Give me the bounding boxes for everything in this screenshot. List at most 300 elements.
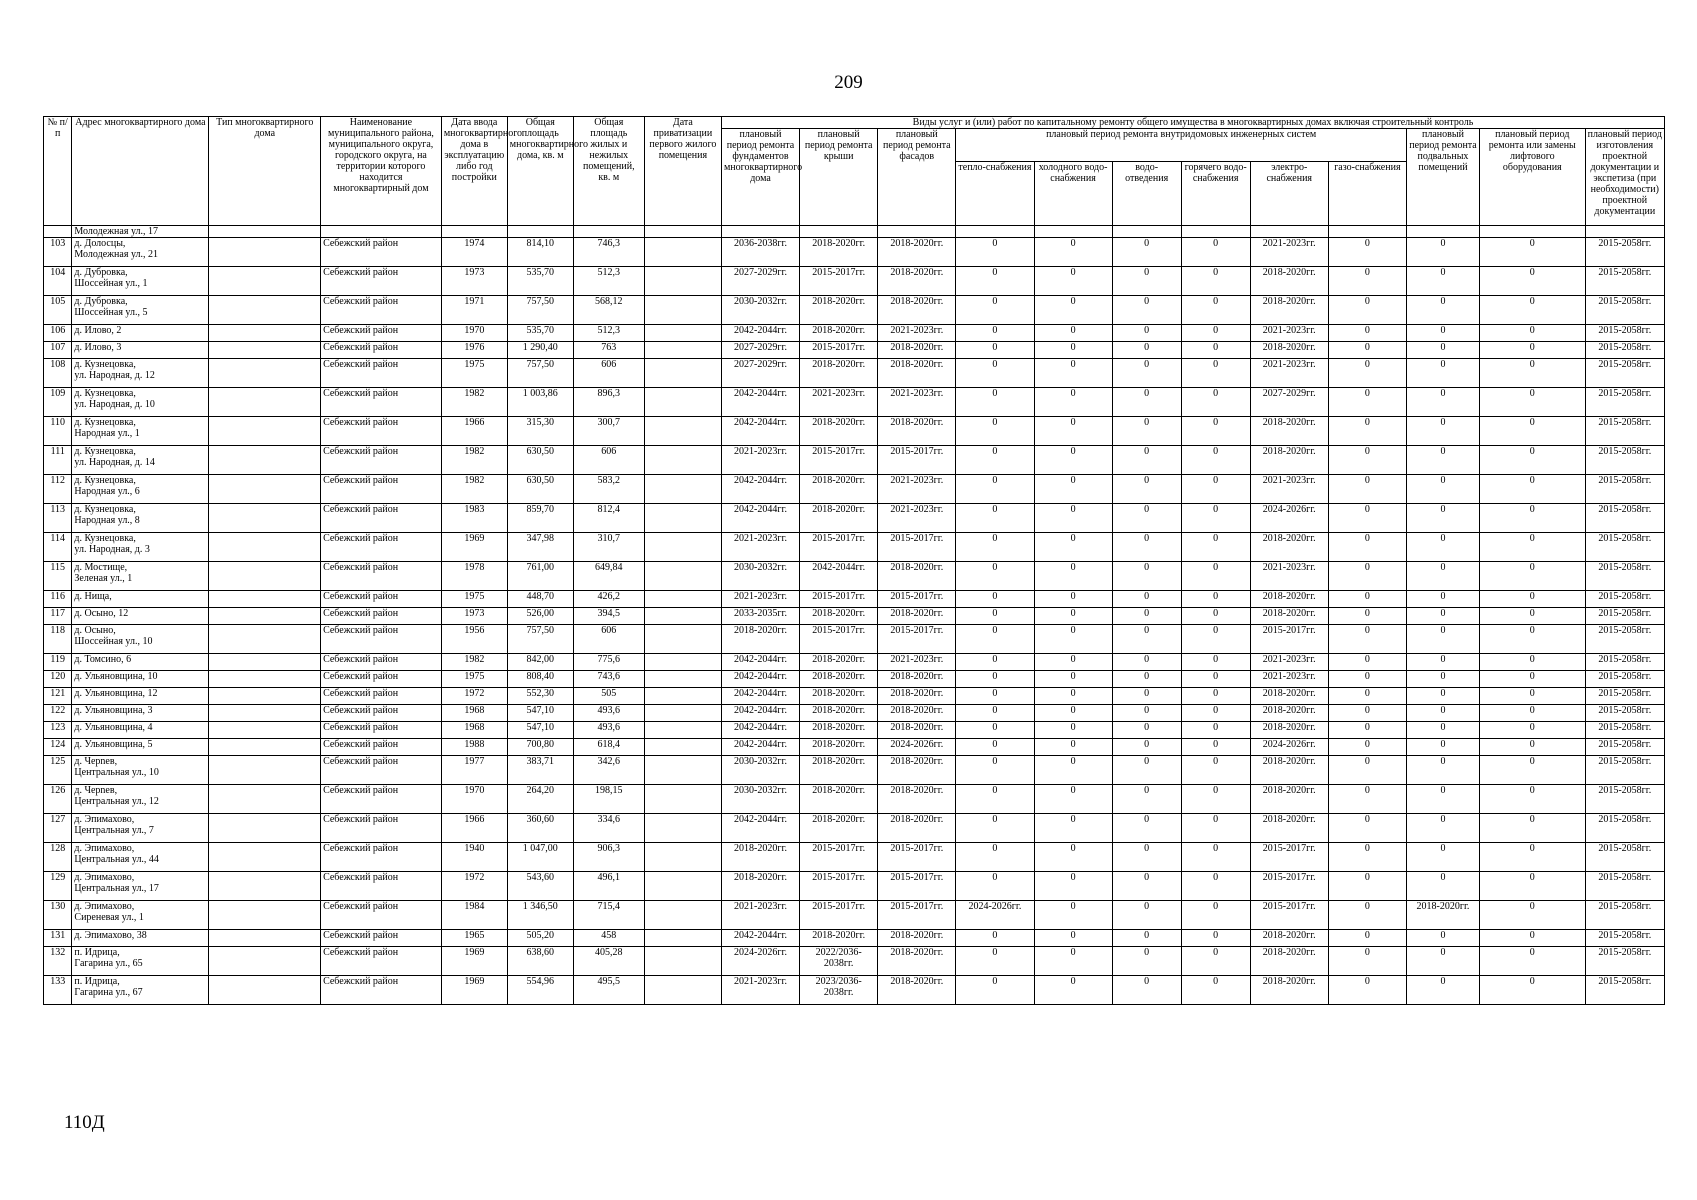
cell-heat: 0 <box>956 267 1034 296</box>
cell-lift: 0 <box>1480 388 1586 417</box>
cell-hot-water: 0 <box>1181 688 1250 705</box>
cell-heat: 0 <box>956 625 1034 654</box>
cell-gas: 0 <box>1328 756 1406 785</box>
address-line: д. Эпимахово, <box>74 901 135 912</box>
cell-address <box>72 446 209 475</box>
cell-electric: 2015-2017гг. <box>1250 901 1328 930</box>
cell-type <box>209 739 321 756</box>
cell-hot-water: 0 <box>1181 533 1250 562</box>
cell-type <box>209 843 321 872</box>
cell-hot-water: 0 <box>1181 475 1250 504</box>
table-row <box>44 591 1665 608</box>
table-row <box>44 654 1665 671</box>
table-row <box>44 705 1665 722</box>
address-line: д. Ульяновщина, 10 <box>74 671 158 682</box>
cell-roof: 2018-2020гг. <box>800 475 878 504</box>
cell-type <box>209 504 321 533</box>
cell-municipality: Себежский район <box>321 843 442 872</box>
cell-lift: 0 <box>1480 238 1586 267</box>
cell-address <box>72 814 209 843</box>
cell-cold-water: 0 <box>1034 296 1112 325</box>
cell-address <box>72 608 209 625</box>
cell-living-area: 198,15 <box>573 785 644 814</box>
cell-gas: 0 <box>1328 705 1406 722</box>
cell-gas: 0 <box>1328 785 1406 814</box>
cell-drainage: 0 <box>1112 654 1181 671</box>
address-line: д. Дубровка, <box>74 267 128 278</box>
cell-foundation: 2021-2023гг. <box>721 591 799 608</box>
table-body <box>44 226 1665 1005</box>
cell-heat: 0 <box>956 671 1034 688</box>
cell-heat: 0 <box>956 722 1034 739</box>
cell-total-area: 700,80 <box>507 739 573 756</box>
cell-hot-water: 0 <box>1181 342 1250 359</box>
cell-electric: 2021-2023гг. <box>1250 238 1328 267</box>
cell-num: 120 <box>44 671 72 688</box>
cell-electric: 2018-2020гг. <box>1250 446 1328 475</box>
cell-roof: 2023/2036-2038гг. <box>800 976 878 1005</box>
cell-drainage: 0 <box>1112 562 1181 591</box>
cell-address <box>72 562 209 591</box>
header-address: Адрес многоквартирного дома <box>72 117 209 226</box>
cell-foundation: 2030-2032гг. <box>721 296 799 325</box>
cell-foundation: 2027-2029гг. <box>721 359 799 388</box>
table-row <box>44 785 1665 814</box>
cell-address <box>72 705 209 722</box>
cell-gas: 0 <box>1328 722 1406 739</box>
cell-design: 2015-2058гг. <box>1585 342 1664 359</box>
header-lift: плановый период ремонта или замены лифтового оборудования <box>1480 129 1586 226</box>
cell-type <box>209 625 321 654</box>
cell-living-area: 606 <box>573 625 644 654</box>
table-row <box>44 688 1665 705</box>
cell-total-area: 543,60 <box>507 872 573 901</box>
table-row <box>44 814 1665 843</box>
cell-basement: 0 <box>1406 591 1479 608</box>
cell-municipality: Себежский район <box>321 417 442 446</box>
cell-heat: 2024-2026гг. <box>956 901 1034 930</box>
cell-num: 118 <box>44 625 72 654</box>
cell-living-area: 763 <box>573 342 644 359</box>
cell-hot-water: 0 <box>1181 359 1250 388</box>
cell-privatization <box>644 785 721 814</box>
cell-roof: 2018-2020гг. <box>800 814 878 843</box>
cell-privatization <box>644 388 721 417</box>
address-line: Гагарина ул., 65 <box>74 958 143 969</box>
cell-heat: 0 <box>956 785 1034 814</box>
cell-year: 1976 <box>441 342 507 359</box>
cell-address <box>72 267 209 296</box>
address-line: д. Кузнецовка, <box>74 504 136 515</box>
cell-municipality: Себежский район <box>321 296 442 325</box>
cell-design: 2015-2058гг. <box>1585 930 1664 947</box>
cell-drainage: 0 <box>1112 359 1181 388</box>
header-roof: плановый период ремонта крыши <box>800 129 878 226</box>
address-line: д. Илово, 3 <box>74 342 122 353</box>
address-line: д. Эпимахово, <box>74 872 135 883</box>
cell-municipality: Себежский район <box>321 562 442 591</box>
cell-facade: 2018-2020гг. <box>878 671 956 688</box>
cell-living-area: 775,6 <box>573 654 644 671</box>
cell-hot-water: 0 <box>1181 947 1250 976</box>
cell-basement: 0 <box>1406 533 1479 562</box>
cell-gas: 0 <box>1328 446 1406 475</box>
cell-cold-water: 0 <box>1034 814 1112 843</box>
cell-facade: 2021-2023гг. <box>878 388 956 417</box>
address-line: ул. Народная, д. 12 <box>74 370 155 381</box>
cell-year: 1972 <box>441 688 507 705</box>
cell-total-area: 1 290,40 <box>507 342 573 359</box>
cell-privatization <box>644 608 721 625</box>
cell-drainage: 0 <box>1112 976 1181 1005</box>
cell-living-area: 493,6 <box>573 722 644 739</box>
cell-facade: 2018-2020гг. <box>878 342 956 359</box>
cell-living-area: 458 <box>573 930 644 947</box>
cell-type <box>209 417 321 446</box>
cell-address <box>72 739 209 756</box>
cell-year: 1982 <box>441 475 507 504</box>
cell-num: 111 <box>44 446 72 475</box>
cell-num: 115 <box>44 562 72 591</box>
address-line: д. Томсино, 6 <box>74 654 132 665</box>
cell-facade: 2018-2020гг. <box>878 608 956 625</box>
cell-drainage: 0 <box>1112 785 1181 814</box>
cell-municipality: Себежский район <box>321 238 442 267</box>
address-line: Гагарина ул., 67 <box>74 987 143 998</box>
cell-facade: 2018-2020гг. <box>878 976 956 1005</box>
cell-address <box>72 785 209 814</box>
address-line: д. Дубровка, <box>74 296 128 307</box>
table-row <box>44 475 1665 504</box>
cell-electric: 2018-2020гг. <box>1250 756 1328 785</box>
cell-drainage: 0 <box>1112 671 1181 688</box>
cell-heat: 0 <box>956 930 1034 947</box>
cell-facade: 2018-2020гг. <box>878 562 956 591</box>
address-line: Центральная ул., 17 <box>74 883 159 894</box>
cell-num: 129 <box>44 872 72 901</box>
address-line: д. Кузнецовка, <box>74 533 136 544</box>
cell-electric: 2018-2020гг. <box>1250 814 1328 843</box>
table-row <box>44 446 1665 475</box>
cell-privatization <box>644 325 721 342</box>
cell-basement: 0 <box>1406 475 1479 504</box>
cell-roof: 2015-2017гг. <box>800 901 878 930</box>
cell-total-area: 757,50 <box>507 296 573 325</box>
cell-electric: 2015-2017гг. <box>1250 843 1328 872</box>
cell-gas: 0 <box>1328 901 1406 930</box>
cell-roof: 2018-2020гг. <box>800 671 878 688</box>
cell-cold-water: 0 <box>1034 342 1112 359</box>
cell-address <box>72 930 209 947</box>
cell-type <box>209 359 321 388</box>
cell-municipality: Себежский район <box>321 504 442 533</box>
cell-cold-water: 0 <box>1034 688 1112 705</box>
cell-facade: 2018-2020гг. <box>878 705 956 722</box>
table-row <box>44 756 1665 785</box>
cell-heat: 0 <box>956 388 1034 417</box>
cell-municipality: Себежский район <box>321 688 442 705</box>
cell-heat: 0 <box>956 872 1034 901</box>
cell-living-area: 606 <box>573 359 644 388</box>
cell-municipality: Себежский район <box>321 814 442 843</box>
cell-facade: 2018-2020гг. <box>878 359 956 388</box>
header-heat: тепло-снабжения <box>956 162 1034 226</box>
cell-basement: 0 <box>1406 608 1479 625</box>
cell-num: 116 <box>44 591 72 608</box>
cell-design: 2015-2058гг. <box>1585 267 1664 296</box>
cell-privatization <box>644 843 721 872</box>
cell-electric: 2024-2026гг. <box>1250 739 1328 756</box>
table-row <box>44 267 1665 296</box>
cell-municipality: Себежский район <box>321 325 442 342</box>
cell-num: 124 <box>44 739 72 756</box>
cell-lift: 0 <box>1480 814 1586 843</box>
cell-roof: 2021-2023гг. <box>800 388 878 417</box>
cell-total-area: 814,10 <box>507 238 573 267</box>
cell-lift: 0 <box>1480 722 1586 739</box>
cell-address <box>72 625 209 654</box>
cell-drainage: 0 <box>1112 608 1181 625</box>
cell-hot-water: 0 <box>1181 976 1250 1005</box>
cell-electric: 2021-2023гг. <box>1250 671 1328 688</box>
cell-living-area: 896,3 <box>573 388 644 417</box>
table-row <box>44 562 1665 591</box>
cell-privatization <box>644 722 721 739</box>
cell-address <box>72 872 209 901</box>
cell-address: Молодежная ул., 17 <box>72 226 209 238</box>
cell-facade: 2021-2023гг. <box>878 475 956 504</box>
cell-electric: 2015-2017гг. <box>1250 625 1328 654</box>
cell-gas: 0 <box>1328 342 1406 359</box>
cell-roof: 2018-2020гг. <box>800 756 878 785</box>
cell-hot-water: 0 <box>1181 930 1250 947</box>
cell-facade: 2015-2017гг. <box>878 901 956 930</box>
cell-cold-water: 0 <box>1034 739 1112 756</box>
cell-year: 1970 <box>441 785 507 814</box>
cell-total-area: 1 047,00 <box>507 843 573 872</box>
cell-foundation: 2018-2020гг. <box>721 625 799 654</box>
cell-electric: 2018-2020гг. <box>1250 947 1328 976</box>
cell-address <box>72 976 209 1005</box>
cell-drainage: 0 <box>1112 814 1181 843</box>
header-drainage: водо-отведения <box>1112 162 1181 226</box>
cell-year: 1983 <box>441 504 507 533</box>
cell-drainage: 0 <box>1112 388 1181 417</box>
cell-facade: 2015-2017гг. <box>878 446 956 475</box>
cell-address <box>72 504 209 533</box>
cell-foundation: 2018-2020гг. <box>721 872 799 901</box>
cell-roof: 2015-2017гг. <box>800 591 878 608</box>
cell-drainage: 0 <box>1112 296 1181 325</box>
cell-hot-water: 0 <box>1181 872 1250 901</box>
cell-privatization <box>644 756 721 785</box>
cell-living-area: 583,2 <box>573 475 644 504</box>
cell-facade: 2021-2023гг. <box>878 504 956 533</box>
cell-lift: 0 <box>1480 688 1586 705</box>
cell-lift: 0 <box>1480 562 1586 591</box>
cell-lift: 0 <box>1480 976 1586 1005</box>
cell-gas: 0 <box>1328 591 1406 608</box>
cell-roof: 2018-2020гг. <box>800 785 878 814</box>
cell-basement: 0 <box>1406 267 1479 296</box>
cell-heat: 0 <box>956 976 1034 1005</box>
header-num: № п/п <box>44 117 72 226</box>
cell-address <box>72 388 209 417</box>
cell-design: 2015-2058гг. <box>1585 654 1664 671</box>
cell-lift: 0 <box>1480 446 1586 475</box>
cell-cold-water: 0 <box>1034 872 1112 901</box>
cell-type <box>209 814 321 843</box>
cell-electric: 2018-2020гг. <box>1250 533 1328 562</box>
cell-heat: 0 <box>956 417 1034 446</box>
cell-type <box>209 947 321 976</box>
cell-total-area: 630,50 <box>507 475 573 504</box>
cell-total-area: 547,10 <box>507 705 573 722</box>
cell-address <box>72 843 209 872</box>
cell-roof: 2018-2020гг. <box>800 705 878 722</box>
cell-gas: 0 <box>1328 608 1406 625</box>
header-gas: газо-снабжения <box>1328 162 1406 226</box>
cell-year: 1982 <box>441 654 507 671</box>
address-line: д. Черneв, <box>74 785 118 796</box>
address-line: д. Мостище, <box>74 562 128 573</box>
cell-cold-water: 0 <box>1034 843 1112 872</box>
cell-cold-water: 0 <box>1034 238 1112 267</box>
cell-num: 107 <box>44 342 72 359</box>
cell-roof: 2018-2020гг. <box>800 722 878 739</box>
cell-total-area: 535,70 <box>507 325 573 342</box>
cell-year: 1982 <box>441 446 507 475</box>
cell-foundation: 2042-2044гг. <box>721 504 799 533</box>
cell-living-area: 310,7 <box>573 533 644 562</box>
cell-municipality: Себежский район <box>321 625 442 654</box>
cell-heat: 0 <box>956 533 1034 562</box>
cell-num: 121 <box>44 688 72 705</box>
cell-year: 1972 <box>441 872 507 901</box>
cell-year: 1975 <box>441 591 507 608</box>
cell-num: 113 <box>44 504 72 533</box>
cell-privatization <box>644 342 721 359</box>
address-line: д. Осыно, <box>74 625 116 636</box>
cell-heat: 0 <box>956 504 1034 533</box>
cell-living-area: 342,6 <box>573 756 644 785</box>
cell-lift: 0 <box>1480 872 1586 901</box>
cell-drainage: 0 <box>1112 705 1181 722</box>
cell-num: 125 <box>44 756 72 785</box>
cell-type <box>209 608 321 625</box>
cell-cold-water: 0 <box>1034 930 1112 947</box>
cell-design: 2015-2058гг. <box>1585 705 1664 722</box>
address-line: д. Кузнецовка, <box>74 417 136 428</box>
cell-basement: 0 <box>1406 342 1479 359</box>
cell-address <box>72 296 209 325</box>
cell-privatization <box>644 591 721 608</box>
cell-electric: 2018-2020гг. <box>1250 976 1328 1005</box>
cell-electric: 2021-2023гг. <box>1250 562 1328 591</box>
header-systems-title: плановый период ремонта внутридомовых инженерных систем <box>956 129 1407 162</box>
cell-electric: 2018-2020гг. <box>1250 342 1328 359</box>
table-row <box>44 533 1665 562</box>
cell-facade: 2015-2017гг. <box>878 625 956 654</box>
cell-heat: 0 <box>956 688 1034 705</box>
cell-lift: 0 <box>1480 785 1586 814</box>
cell-electric: 2018-2020гг. <box>1250 296 1328 325</box>
cell-foundation: 2042-2044гг. <box>721 722 799 739</box>
cell-num: 132 <box>44 947 72 976</box>
address-line: ул. Народная, д. 14 <box>74 457 155 468</box>
cell-hot-water: 0 <box>1181 654 1250 671</box>
cell-num: 122 <box>44 705 72 722</box>
table-row <box>44 976 1665 1005</box>
address-line: д. Ульяновщина, 4 <box>74 722 153 733</box>
cell-lift: 0 <box>1480 417 1586 446</box>
cell-heat: 0 <box>956 325 1034 342</box>
cell-design: 2015-2058гг. <box>1585 446 1664 475</box>
cell-hot-water: 0 <box>1181 608 1250 625</box>
cell-electric: 2015-2017гг. <box>1250 872 1328 901</box>
cell-hot-water: 0 <box>1181 901 1250 930</box>
cell-living-area: 493,6 <box>573 705 644 722</box>
cell-design: 2015-2058гг. <box>1585 359 1664 388</box>
table-row <box>44 947 1665 976</box>
table-row <box>44 901 1665 930</box>
address-line: ул. Народная, д. 3 <box>74 544 150 555</box>
cell-privatization <box>644 947 721 976</box>
cell-foundation: 2021-2023гг. <box>721 533 799 562</box>
address-line: д. Эпимахово, <box>74 814 135 825</box>
cell-gas: 0 <box>1328 671 1406 688</box>
cell-gas: 0 <box>1328 688 1406 705</box>
cell-drainage: 0 <box>1112 504 1181 533</box>
cell-address <box>72 342 209 359</box>
cell-design: 2015-2058гг. <box>1585 756 1664 785</box>
cell-facade: 2018-2020гг. <box>878 947 956 976</box>
cell-electric: 2021-2023гг. <box>1250 654 1328 671</box>
cell-year: 1966 <box>441 814 507 843</box>
cell-basement: 0 <box>1406 814 1479 843</box>
cell-roof: 2018-2020гг. <box>800 739 878 756</box>
cell-total-area: 761,00 <box>507 562 573 591</box>
cell-privatization <box>644 671 721 688</box>
address-line: д. Долосцы, <box>74 238 126 249</box>
cell-total-area: 360,60 <box>507 814 573 843</box>
cell-municipality: Себежский район <box>321 267 442 296</box>
cell-municipality: Себежский район <box>321 446 442 475</box>
cell-hot-water: 0 <box>1181 739 1250 756</box>
cell-heat: 0 <box>956 342 1034 359</box>
cell-num: 130 <box>44 901 72 930</box>
cell-gas: 0 <box>1328 359 1406 388</box>
cell-basement: 2018-2020гг. <box>1406 901 1479 930</box>
cell-type <box>209 591 321 608</box>
cell-hot-water: 0 <box>1181 814 1250 843</box>
cell-total-area: 1 003,86 <box>507 388 573 417</box>
cell-municipality: Себежский район <box>321 388 442 417</box>
table-row <box>44 843 1665 872</box>
cell-year: 1969 <box>441 947 507 976</box>
cell-foundation: 2021-2023гг. <box>721 976 799 1005</box>
cell-year: 1982 <box>441 388 507 417</box>
cell-lift: 0 <box>1480 475 1586 504</box>
cell-living-area: 405,28 <box>573 947 644 976</box>
table-row <box>44 359 1665 388</box>
cell-privatization <box>644 238 721 267</box>
address-line: д. Эпимахово, <box>74 843 135 854</box>
cell-facade: 2018-2020гг. <box>878 296 956 325</box>
cell-cold-water: 0 <box>1034 901 1112 930</box>
address-line: Шоссейная ул., 10 <box>74 636 153 647</box>
cell-design: 2015-2058гг. <box>1585 625 1664 654</box>
